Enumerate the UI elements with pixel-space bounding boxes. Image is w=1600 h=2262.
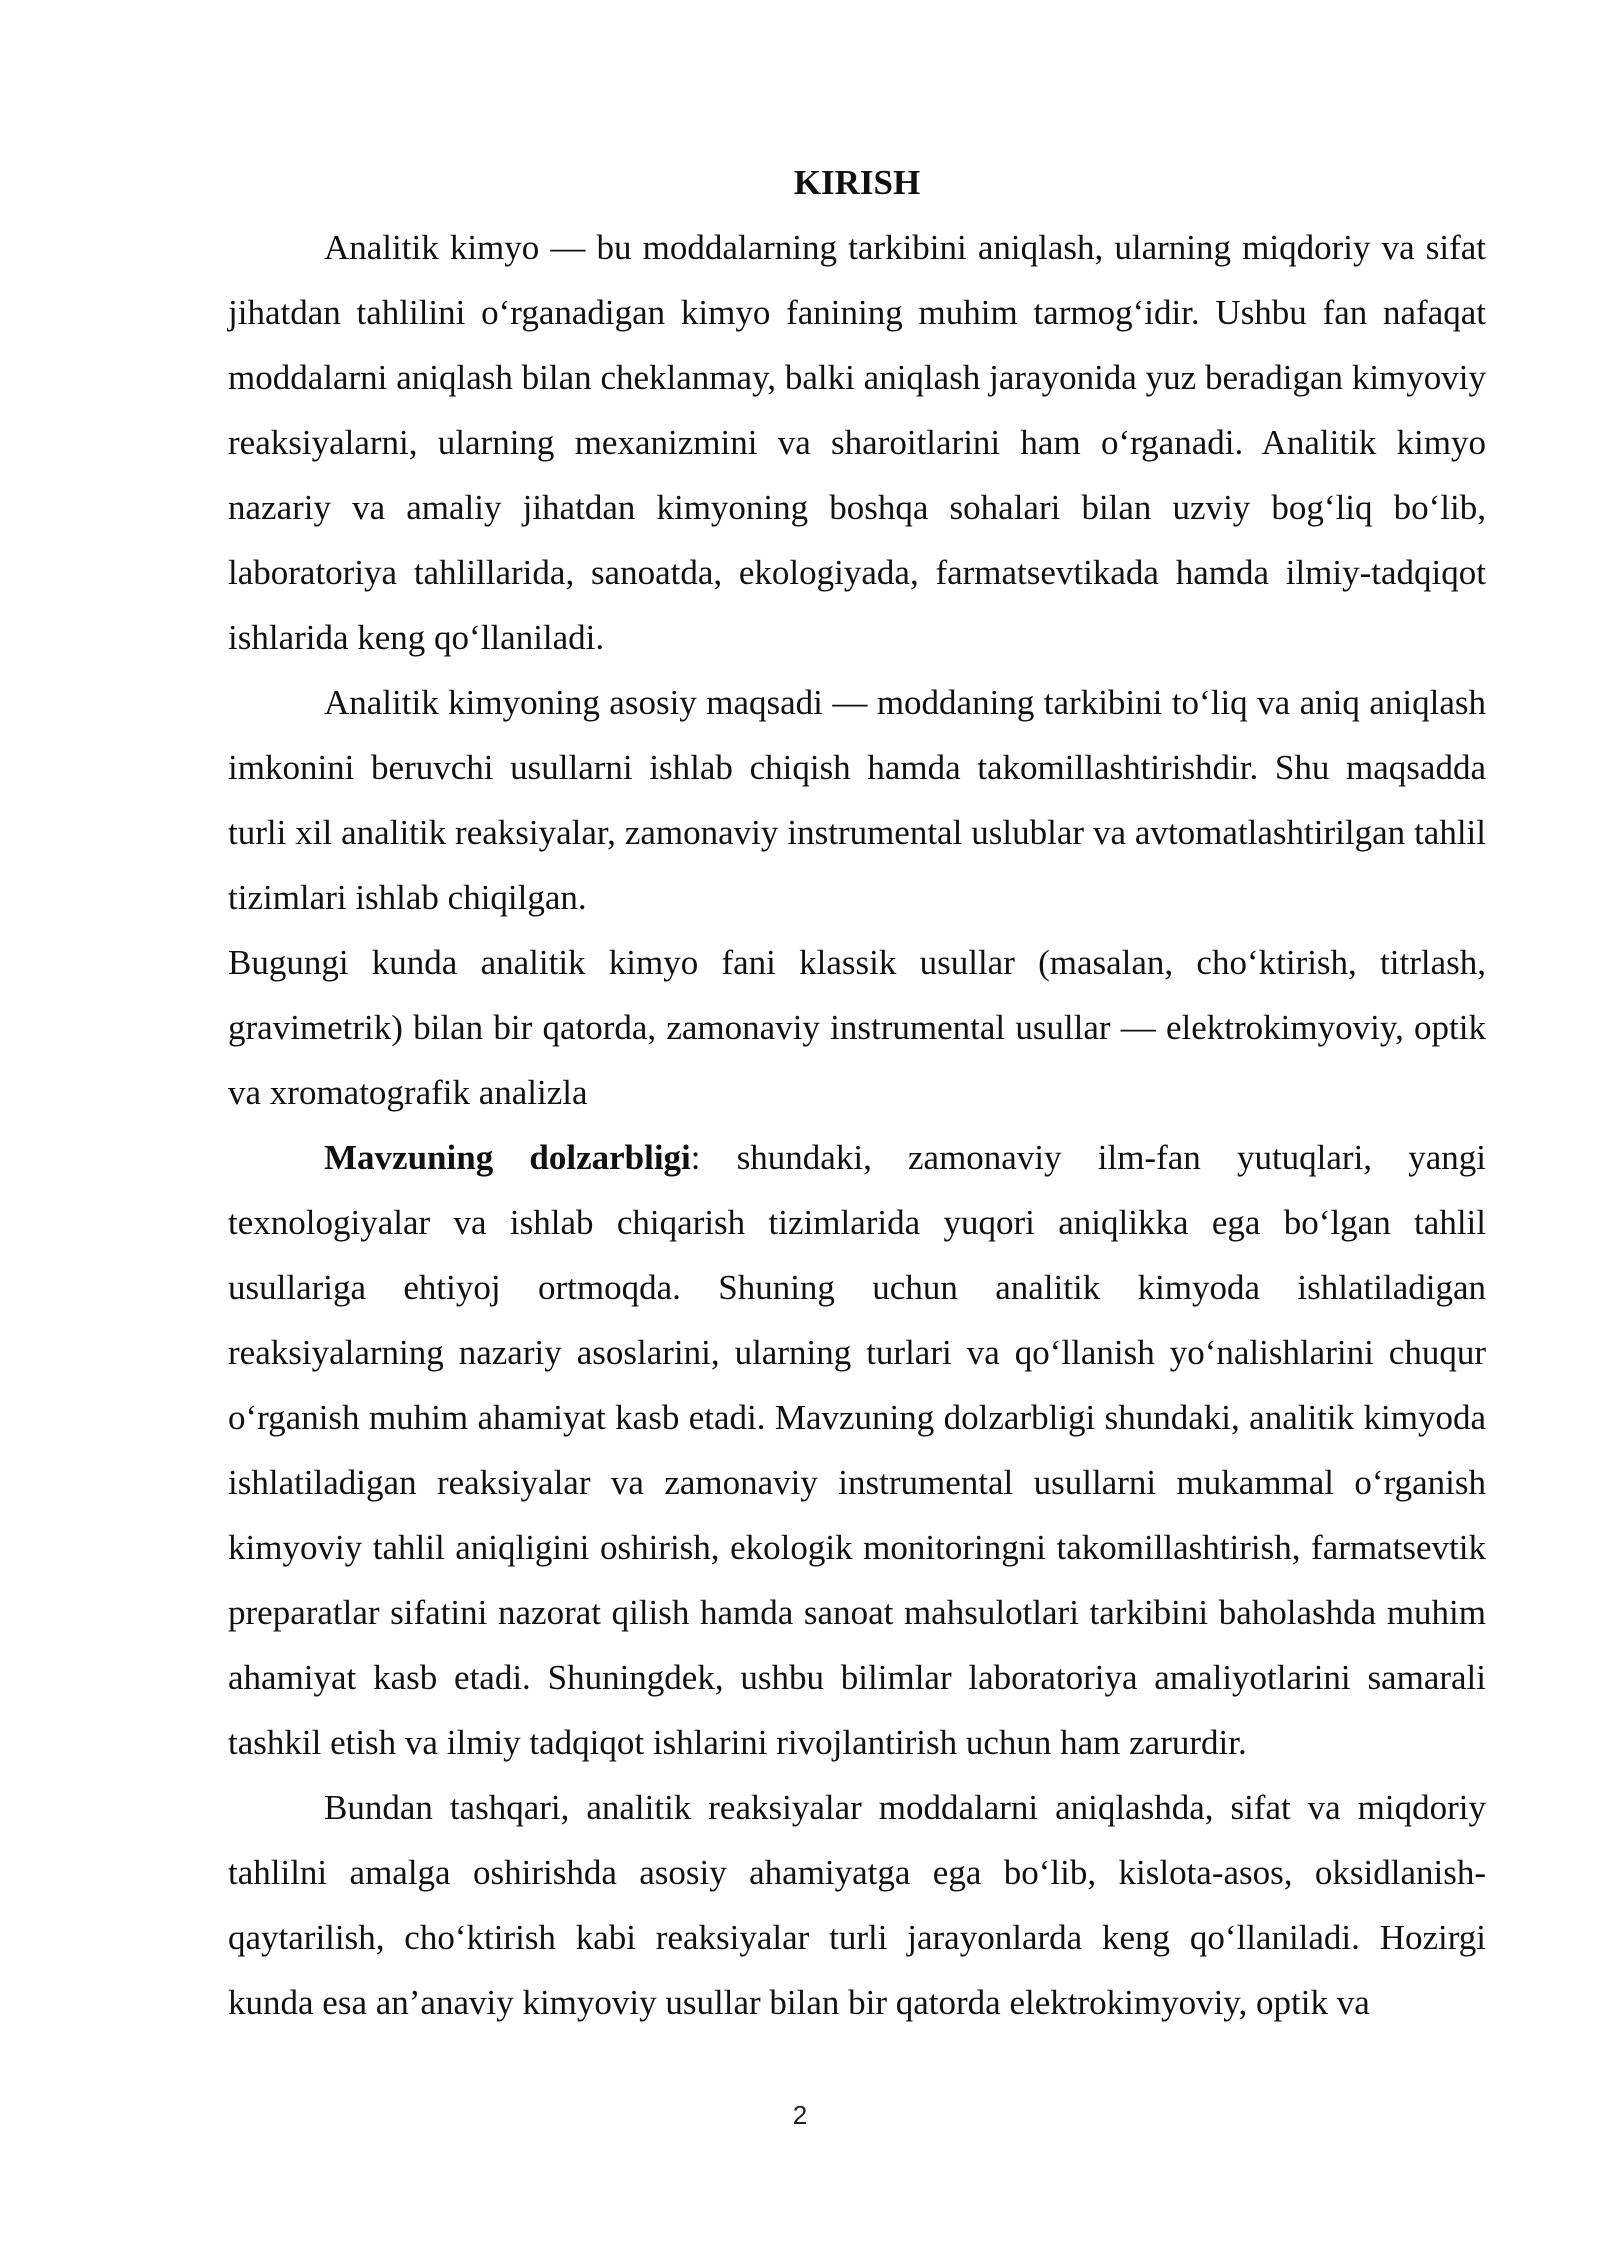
document-body xyxy=(228,150,1486,2035)
goal-paragraph: Analitik kimyoning asosiy maqsadi — moddaning tarkibini to‘liq va aniq aniqlash imkonini beruvchi usullarni ishlab chiqish hamda takomillashtirishdir. Shu maqsadda turli xil analitik reaksiyalar, zamonaviy instrumental uslublar va avtomatlashtirilgan tahlil tizimlari ishlab chiqilgan. xyxy=(228,683,1486,917)
page-number: 2 xyxy=(792,2100,808,2130)
relevance-paragraph xyxy=(228,1125,1486,1775)
relevance-label: Mavzuning dolzarbligi xyxy=(324,1138,691,1177)
page-title: KIRISH xyxy=(793,163,921,202)
intro-paragraph: Analitik kimyo — bu moddalarning tarkibini aniqlash, ularning miqdoriy va sifat jihatdan tahlilini o‘rganadigan kimyo fanining muhim tarmog‘idir. Ushbu fan nafaqat moddalarni aniqlash bilan cheklanmay, balki aniqlash jarayonida yuz beradigan kimyoviy reaksiyalarni, ularning mexanizmini va sharoitlarini ham o‘rganadi. Analitik kimyo nazariy va amaliy jihatdan kimyoning boshqa sohalari bilan uzviy bog‘liq bo‘lib, laboratoriya tahlillarida, sanoatda, ekologiyada, farmatsevtikada hamda ilmiy-tadqiqot ishlarida keng qo‘llaniladi. xyxy=(228,228,1486,657)
relevance-text: : shundaki, zamonaviy ilm-fan yutuqlari, yangi texnologiyalar va ishlab chiqarish tizimlarida yuqori aniqlikka ega bo‘lgan tahlil usullariga ehtiyoj ortmoqda. Shuning uchun analitik kimyoda ishlatiladigan reaksiyalarning nazariy asoslarini, ularning turlari va qo‘llanish yo‘nalishlarini chuqur o‘rganish muhim ahamiyat kasb etadi. Mavzuning dolzarbligi shundaki, analitik kimyoda ishlatiladigan reaksiyalar va zamonaviy instrumental usullarni mukammal o‘rganish kimyoviy tahlil aniqligini oshirish, ekologik monitoringni takomillashtirish, farmatsevtik preparatlar sifatini nazorat qilish hamda sanoat mahsulotlari tarkibini baholashda muhim ahamiyat kasb etadi. Shuningdek, ushbu bilimlar laboratoriya amaliyotlarini samarali tashkil etish va ilmiy tadqiqot ishlarini rivojlantirish uchun ham zarurdir. xyxy=(228,1138,1487,1762)
methods-paragraph: Bugungi kunda analitik kimyo fani klassik usullar (masalan, cho‘ktirish, titrlash, gravimetrik) bilan bir qatorda, zamonaviy instrumental usullar — elektrokimyoviy, optik va xromatografik analizla xyxy=(228,943,1486,1112)
closing-paragraph: Bundan tashqari, analitik reaksiyalar moddalarni aniqlashda, sifat va miqdoriy tahlilni amalga oshirishda asosiy ahamiyatga ega bo‘lib, kislota-asos, oksidlanish-qaytarilish, cho‘ktirish kabi reaksiyalar turli jarayonlarda keng qo‘llaniladi. Hozirgi kunda esa an’anaviy kimyoviy usullar bilan bir qatorda elektrokimyoviy, optik va xyxy=(228,1788,1486,2022)
